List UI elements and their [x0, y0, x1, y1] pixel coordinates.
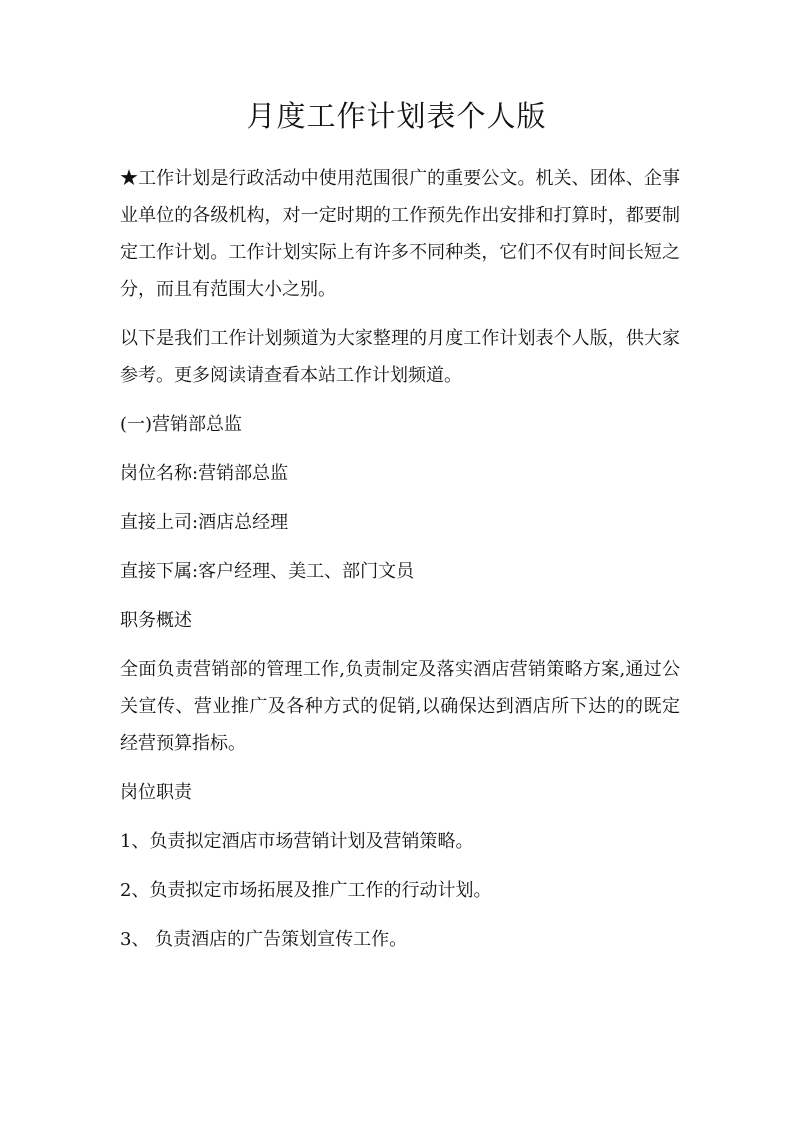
responsibility-item: 1、负责拟定酒店市场营销计划及营销策略。	[120, 831, 474, 852]
job-overview-text: 全面负责营销部的管理工作,负责制定及落实酒店营销策略方案,通过公关宣传、营业推广及各种方式的促销,以确保达到酒店所下达的的既定经营预算指标。	[120, 659, 680, 754]
document-body	[120, 160, 680, 958]
responsibilities-heading: 岗位职责	[120, 782, 192, 803]
direct-supervisor: 直接上司:酒店总经理	[120, 512, 289, 533]
position-name: 岗位名称:营销部总监	[120, 463, 289, 484]
section-heading: (一)营销部总监	[120, 414, 243, 435]
document-title: 月度工作计划表个人版	[246, 99, 547, 133]
intro-paragraph: ★工作计划是行政活动中使用范围很广的重要公文。机关、团体、企事业单位的各级机构，对一定时期的工作预先作出安排和打算时，都要制定工作计划。工作计划实际上有许多不同种类，它们不仅有时间长短之分，而且有范围大小之别。	[120, 168, 680, 300]
intro-paragraph-2: 以下是我们工作计划频道为大家整理的月度工作计划表个人版，供大家参考。更多阅读请查看本站工作计划频道。	[120, 328, 680, 386]
job-overview-heading: 职务概述	[120, 610, 192, 631]
direct-subordinates: 直接下属:客户经理、美工、部门文员	[120, 561, 415, 582]
responsibility-item: 2、负责拟定市场拓展及推广工作的行动计划。	[120, 880, 492, 901]
responsibility-item: 3、 负责酒店的广告策划宣传工作。	[120, 929, 408, 950]
